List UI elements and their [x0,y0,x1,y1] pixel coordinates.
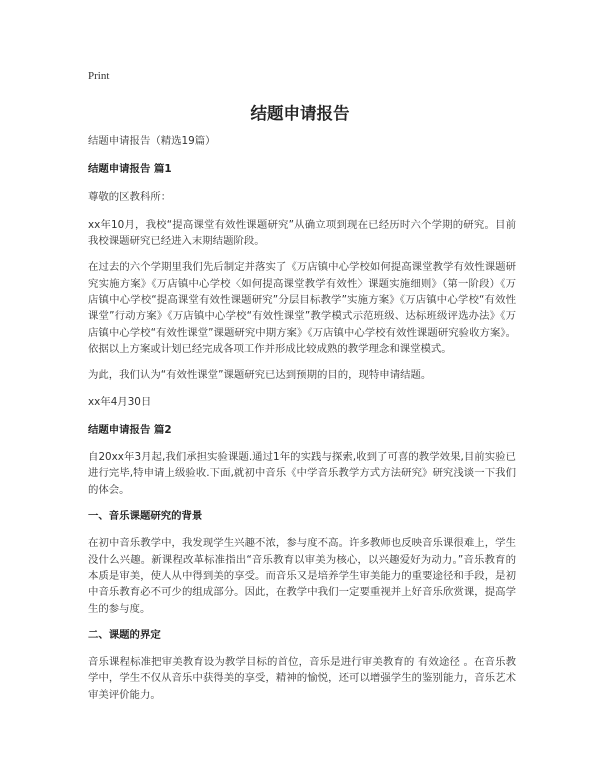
article2-section2-heading: 二、课题的界定 [88,628,161,641]
article2-section1-paragraph: 在初中音乐教学中，我发现学生兴趣不浓，参与度不高。许多教师也反映音乐课很难上，学生没什么兴趣。新课程改革标准指出“音乐教育以审美为核心，以兴趣爱好为动力。”音乐教育的本质是审美，使人从中得到美的享受。而音乐又是培养学生审美能力的重要途径和手段，是初中音乐教育必不可少的组成部分。因此，在教学中我们一定要重视并上好音乐欣赏课，提高学生的参与度。 [88,537,516,615]
article2-heading: 结题申请报告 篇2 [88,423,172,436]
print-label: Print [88,70,110,82]
article1-heading: 结题申请报告 篇1 [88,163,172,176]
article1-date: xx年4月30日 [88,395,152,408]
document-title: 结题申请报告 [250,104,350,123]
article1-salutation: 尊敬的区教科所： [88,190,172,203]
article2-section1-heading: 一、音乐课题研究的背景 [88,510,203,523]
document-subtitle: 结题申请报告（精选19篇） [88,135,216,147]
article1-paragraph-3: 为此，我们认为“有效性课堂”课题研究已达到预期的目的，现特申请结题。 [88,369,432,382]
article2-section2-paragraph: 音乐课程标准把审美教育设为教学目标的首位，音乐是进行审美教育的 有效途径 。在音乐教学中，学生不仅从音乐中获得美的享受，精神的愉悦，还可以增强学生的鉴别能力，音乐艺术审美评价能力。 [88,656,516,701]
article1-paragraph-2: 在过去的六个学期里我们先后制定并落实了《万店镇中心学校如何提高课堂教学有效性课题研究实施方案》《万店镇中心学校〈如何提高课堂教学有效性〉课题实施细则》（第一阶段）《万店镇中心学校“提高课堂有效性课题研究”分层目标教学”实施方案》《万店镇中心学校“有效性课堂”行动方案》《万店镇中心学校“有效性课堂”教学模式示范班级、达标班级评选办法》《万店镇中心学校“有效性课堂”课题研究中期方案》《万店镇中心学校有效性课题研究验收方案》。依据以上方案或计划已经完成各项工作并形成比较成熟的教学理念和课堂模式。 [88,261,516,355]
article1-paragraph-1: xx年10月，我校“提高课堂有效性课题研究”从确立项到现在已经历时六个学期的研究。目前我校课题研究已经进入末期结题阶段。 [88,218,516,248]
document-body [88,133,516,713]
article2-paragraph-1: 自20xx年3月起,我们承担实验课题.通过1年的实践与探索,收到了可喜的教学效果,目前实验已进行完毕,特申请上级验收.下面,就初中音乐《中学音乐教学方式方法研究》研究浅谈一下我们的体会。 [88,451,516,496]
